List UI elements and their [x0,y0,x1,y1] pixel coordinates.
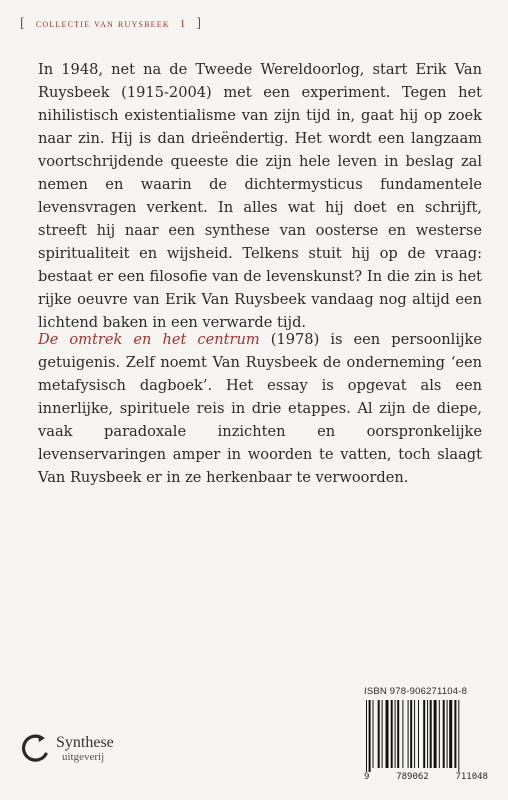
series-label: collectie van ruysbeek [35,18,170,30]
publisher-sub: uitgeverij [62,751,105,763]
barcode-bar [391,700,393,768]
publisher-name: Synthese [56,734,114,751]
barcode-bar [382,700,383,768]
barcode-bar [386,700,389,768]
barcode-bar [430,700,432,768]
barcode-bar [423,700,425,768]
series-open-bracket: [ [20,16,26,31]
barcode-digits [364,772,488,782]
series-number: 1 [179,18,187,30]
barcode-bar [410,700,412,768]
barcode-bar [443,700,445,768]
blurb-paragraph-1: In 1948, net na de Tweede Wereldoorlog, start Erik Van Ruysbeek (1915-2004) met een experiment. Tegen het nihilistisch existentialisme van zijn tijd in, gaat hij op zoek naar zin. Hij is dan drieëndertig. Het wordt een langzaam voortschrijdende queeste die zijn hele leven in beslag zal nemen en waarin de dichtermysticus fundamentele levensvragen verkent. In alles wat hij doet en schrijft, streeft hij naar een synthese van oosterse en westerse spiritualiteit en wijsheid. Telkens stuit hij op de vraag: bestaat er een filosofie van de levenskunst? In die zin is het rijke oeuvre van Erik Van Ruysbeek vandaag nog altijd een lichtend baken in een verwarde tijd. [38,61,482,331]
barcode-digit-group-1: 789062 [396,772,429,782]
isbn-label: ISBN 978-906271104-8 [364,686,468,697]
series-header [20,16,202,32]
barcode-bar [408,700,409,768]
barcode-digit-group-2: 711048 [455,772,488,782]
publisher-logo [22,732,114,766]
barcode-bar [378,700,380,768]
barcode-bar [427,700,428,768]
barcode-bar [366,700,367,772]
barcode-bar [439,700,440,768]
barcode-bar [447,700,448,768]
barcode-bar [373,700,374,768]
barcode-bar [449,700,452,768]
barcode-bar [397,700,399,768]
book-title: De omtrek en het centrum [38,331,260,348]
barcode [364,700,488,772]
barcode-bar [402,700,403,768]
blurb-paragraph-2-text: (1978) is een persoonlijke getuigenis. Zelf noemt Van Ruysbeek de onderneming ‘een metafysisch dagboek’. Het essay is opgevat als een innerlijke, spirituele reis in drie etappes. Al zijn de diepe, vaak paradoxale inzichten en oorspronkelijke levenservaringen amper in woorden te vatten, toch slaagt Van Ruysbeek er in ze herkenbaar te verwoorden. [38,331,483,486]
series-close-bracket: ] [196,16,203,31]
circular-arrow-logo-icon [22,732,52,766]
barcode-bar [369,700,371,772]
barcode-bar [395,700,396,768]
blurb-paragraph-2 [38,328,482,489]
barcode-digit-prefix: 9 [364,772,370,782]
barcode-bar [434,700,437,768]
barcode-bar [414,700,415,768]
barcode-bar [458,700,459,772]
barcode-bar [454,700,456,768]
barcode-bar [418,700,419,768]
